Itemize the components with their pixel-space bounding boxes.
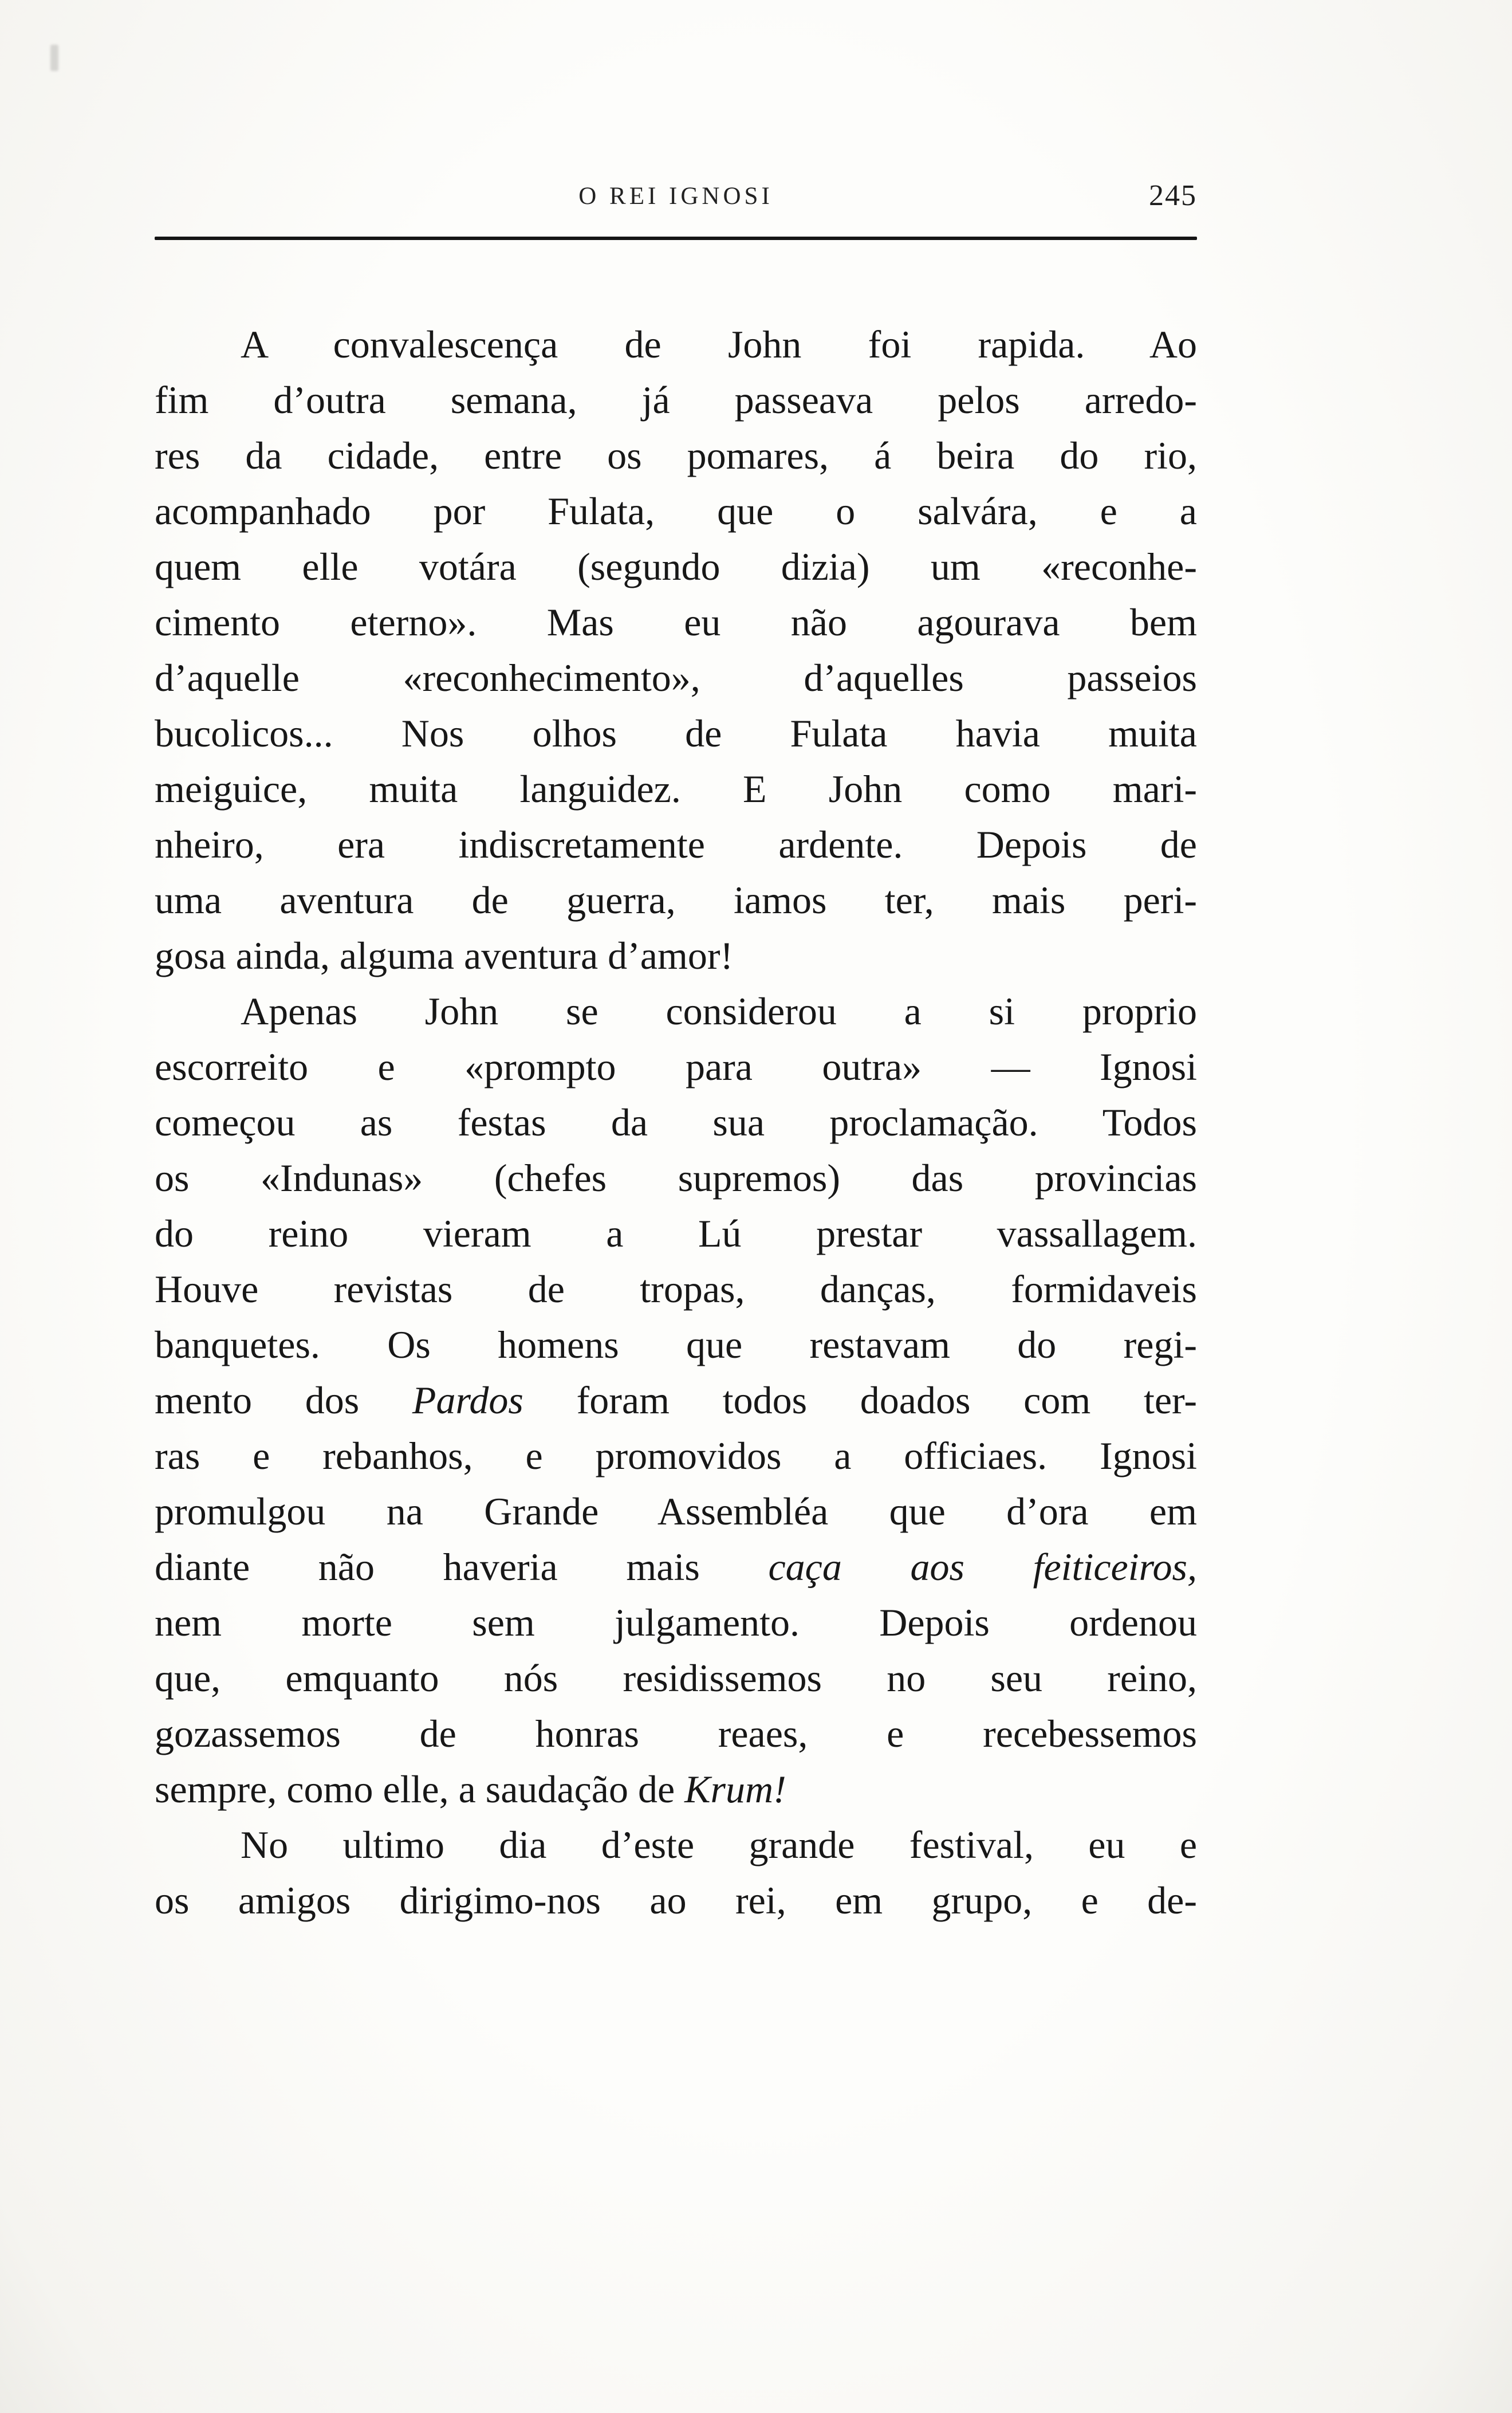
text-segment: meiguice, muita languidez. E John como mari- <box>155 767 1197 811</box>
paragraph <box>155 984 1197 1817</box>
text-line <box>155 1428 1197 1484</box>
text-line <box>155 650 1197 706</box>
text-segment: A convalescença de John foi rapida. Ao <box>241 323 1197 366</box>
body-text <box>155 317 1197 1928</box>
page-content <box>155 175 1197 1928</box>
text-segment: cimento eterno». Mas eu não agourava bem <box>155 600 1197 644</box>
text-segment: quem elle votára (segundo dizia) um «reconhe- <box>155 545 1197 588</box>
text-segment: mento dos <box>155 1378 412 1422</box>
text-line <box>155 1539 1197 1595</box>
text-line <box>155 1039 1197 1095</box>
text-line <box>155 1095 1197 1150</box>
italic-text-segment: Pardos <box>412 1378 523 1422</box>
text-segment: Apenas John se considerou a si proprio <box>241 989 1197 1033</box>
text-segment: banquetes. Os homens que restavam do regi- <box>155 1323 1197 1366</box>
text-line <box>155 1873 1197 1928</box>
header-rule <box>155 237 1197 240</box>
text-line <box>155 1373 1197 1428</box>
text-segment: diante não haveria mais <box>155 1545 769 1589</box>
text-line <box>155 484 1197 539</box>
text-line <box>155 595 1197 650</box>
text-line <box>155 539 1197 595</box>
text-line <box>155 984 1197 1039</box>
text-segment: que, emquanto nós residissemos no seu reino, <box>155 1656 1197 1700</box>
text-line <box>155 1595 1197 1650</box>
running-title: O REI IGNOSI <box>578 183 773 210</box>
text-line <box>155 428 1197 484</box>
text-segment: começou as festas da sua proclamação. Todos <box>155 1101 1197 1144</box>
text-segment: ras e rebanhos, e promovidos a officiaes. Ignosi <box>155 1434 1197 1477</box>
page-number: 245 <box>1149 179 1197 212</box>
text-segment: os «Indunas» (chefes supremos) das provincias <box>155 1156 1197 1200</box>
text-segment: gozassemos de honras reaes, e recebessemos <box>155 1712 1197 1755</box>
text-line <box>155 1706 1197 1762</box>
text-line <box>155 372 1197 428</box>
text-line <box>155 761 1197 817</box>
text-line <box>155 1317 1197 1373</box>
italic-text-segment: Krum! <box>684 1767 786 1811</box>
text-segment: d’aquelle «reconhecimento», d’aquelles passeios <box>155 656 1197 699</box>
text-segment: foram todos doados com ter- <box>523 1378 1197 1422</box>
text-segment: do reino vieram a Lú prestar vassallagem. <box>155 1212 1197 1255</box>
text-segment: No ultimo dia d’este grande festival, eu e <box>241 1823 1197 1866</box>
text-line <box>155 317 1197 372</box>
text-segment: fim d’outra semana, já passeava pelos arredo- <box>155 378 1197 422</box>
text-segment: sempre, como elle, a saudação de <box>155 1767 685 1811</box>
text-segment: bucolicos... Nos olhos de Fulata havia muita <box>155 712 1197 755</box>
text-segment: gosa ainda, alguma aventura d’amor! <box>155 934 734 977</box>
text-line <box>155 1150 1197 1206</box>
italic-text-segment: caça aos feiticeiros, <box>768 1545 1197 1589</box>
text-segment: Houve revistas de tropas, danças, formidaveis <box>155 1267 1197 1311</box>
scan-smudge <box>50 45 58 71</box>
text-segment: acompanhado por Fulata, que o salvára, e a <box>155 489 1197 533</box>
text-line <box>155 1206 1197 1261</box>
text-segment: uma aventura de guerra, iamos ter, mais peri- <box>155 878 1197 922</box>
page-header <box>155 175 1197 210</box>
text-line <box>155 1261 1197 1317</box>
text-line <box>155 928 1197 984</box>
text-line <box>155 873 1197 928</box>
text-segment: nheiro, era indiscretamente ardente. Depois de <box>155 823 1197 866</box>
text-segment: escorreito e «prompto para outra» — Ignosi <box>155 1045 1197 1088</box>
text-line <box>155 1762 1197 1817</box>
text-line <box>155 1817 1197 1873</box>
paragraph <box>155 1817 1197 1928</box>
text-segment: promulgou na Grande Assembléa que d’ora em <box>155 1490 1197 1533</box>
text-segment: res da cidade, entre os pomares, á beira do rio, <box>155 434 1197 477</box>
text-line <box>155 817 1197 873</box>
text-segment: os amigos dirigimo-nos ao rei, em grupo, e de- <box>155 1878 1197 1922</box>
text-line <box>155 706 1197 761</box>
paragraph <box>155 317 1197 984</box>
text-segment: nem morte sem julgamento. Depois ordenou <box>155 1601 1197 1644</box>
text-line <box>155 1650 1197 1706</box>
text-line <box>155 1484 1197 1539</box>
